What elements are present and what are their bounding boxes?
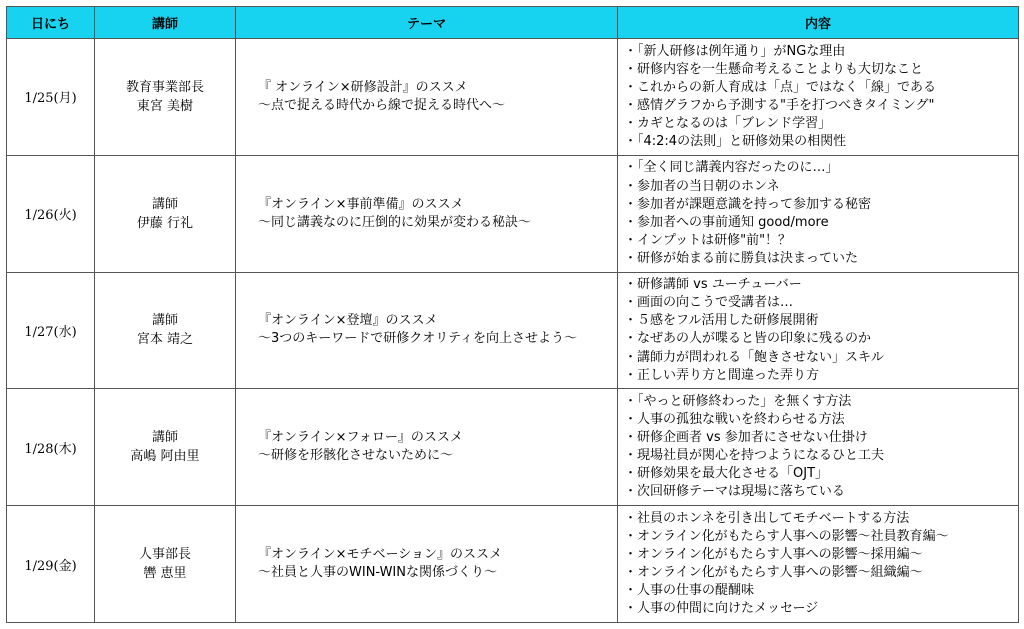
theme-title: 『オンライン×フォロー』のススメ — [258, 430, 463, 446]
list-item: ・感情グラフから予測する"手を打つべきタイミング" — [624, 97, 935, 113]
theme-subtitle: ～研修を形骸化させないために～ — [258, 448, 454, 464]
list-item: ・カギとなるのは「ブレンド学習」 — [624, 115, 832, 131]
theme-cell — [236, 155, 618, 272]
session-date: 1/26(火) — [7, 155, 95, 272]
list-item: ・研修効果を最大化させる「OJT」 — [624, 466, 829, 482]
instructor-title: 講師 — [151, 196, 178, 212]
instructor-cell — [95, 39, 236, 156]
header-instructor: 講師 — [95, 7, 236, 39]
instructor-title: 講師 — [151, 430, 178, 446]
instructor-cell — [95, 506, 236, 623]
list-item: ・５感をフル活用した研修展開術 — [624, 313, 819, 329]
theme-subtitle: ～3つのキーワードで研修クオリティを向上させよう～ — [258, 331, 577, 347]
instructor-name: 宮本 靖之 — [136, 332, 194, 348]
session-date: 1/28(木) — [7, 389, 95, 506]
instructor-title: 講師 — [151, 313, 178, 329]
content-list — [624, 43, 1018, 152]
content-cell — [618, 506, 1019, 623]
table-row — [7, 506, 1019, 623]
session-date: 1/29(金) — [7, 506, 95, 623]
theme-subtitle: ～同じ講義なのに圧倒的に効果が変わる秘訣～ — [258, 214, 532, 230]
table-row — [7, 39, 1019, 156]
content-list — [624, 510, 1018, 619]
table-row — [7, 389, 1019, 506]
list-item: ・「新人研修は例年通り」がNGな理由 — [624, 43, 846, 59]
list-item: ・人事の孤独な戦いを終わらせる方法 — [624, 412, 845, 428]
instructor-name: 高嶋 阿由里 — [130, 449, 200, 465]
theme-title: 『 オンライン×研修設計』のススメ — [258, 79, 468, 95]
list-item: ・正しい弄り方と間違った弄り方 — [624, 367, 820, 383]
theme-cell — [236, 389, 618, 506]
list-item: ・画面の向こうで受講者は… — [624, 295, 794, 311]
theme-title: 『オンライン×事前準備』のススメ — [258, 196, 464, 212]
content-cell — [618, 39, 1019, 156]
list-item: ・これからの新人育成は「点」ではなく「線」である — [624, 79, 937, 95]
list-item: ・研修講師 vs ユーチューバー — [624, 277, 802, 293]
content-cell — [618, 389, 1019, 506]
list-item: ・講師力が問われる「飽きさせない」スキル — [624, 349, 884, 365]
theme-title: 『オンライン×登壇』のススメ — [258, 313, 438, 329]
list-item: ・参加者が課題意識を持って参加する秘密 — [624, 196, 872, 212]
session-date: 1/27(水) — [7, 272, 95, 389]
content-cell — [618, 272, 1019, 389]
list-item: ・研修内容を一生懸命考えることよりも大切なこと — [624, 61, 924, 77]
list-item: ・オンライン化がもたらす人事への影響～組織編～ — [624, 565, 923, 581]
list-item: ・次回研修テーマは現場に落ちている — [624, 484, 845, 500]
theme-cell — [236, 506, 618, 623]
list-item: ・人事の仕事の醍醐味 — [624, 583, 755, 599]
theme-cell — [236, 272, 618, 389]
table-row — [7, 272, 1019, 389]
list-item: ・研修が始まる前に勝負は決まっていた — [624, 250, 859, 266]
list-item: ・なぜあの人が喋ると皆の印象に残るのか — [624, 331, 872, 347]
content-cell — [618, 155, 1019, 272]
list-item: ・「全く同じ講義内容だったのに…」 — [624, 160, 839, 176]
list-item: ・現場社員が関心を持つようになるひと工夫 — [624, 448, 885, 464]
list-item: ・研修企画者 vs 参加者にさせない仕掛け — [624, 430, 868, 446]
instructor-name: 伊藤 行礼 — [136, 215, 194, 231]
schedule-table — [6, 6, 1019, 623]
list-item: ・人事の仲間に向けたメッセージ — [624, 601, 819, 617]
content-list — [624, 159, 1018, 268]
instructor-name: 東宮 美樹 — [136, 98, 194, 114]
header-date: 日にち — [7, 7, 95, 39]
header-theme: テーマ — [236, 7, 618, 39]
list-item: ・参加者への事前通知 good/more — [624, 214, 829, 230]
theme-subtitle: ～点で捉える時代から線で捉える時代へ～ — [258, 97, 506, 113]
theme-title: 『オンライン×モチベーション』のススメ — [258, 547, 502, 563]
list-item: ・オンライン化がもたらす人事への影響～社員教育編～ — [624, 528, 949, 544]
list-item: ・インプットは研修"前"！？ — [624, 232, 792, 248]
header-content: 内容 — [618, 7, 1019, 39]
list-item: ・参加者の当日朝のホンネ — [624, 178, 780, 194]
list-item: ・「やっと研修終わった」を無くす方法 — [624, 394, 852, 409]
instructor-name: 轡 恵里 — [143, 566, 187, 582]
instructor-cell — [95, 272, 236, 389]
theme-subtitle: ～社員と人事のWIN-WINな関係づくり～ — [258, 565, 497, 581]
list-item: ・社員のホンネを引き出してモチベートする方法 — [624, 510, 910, 526]
instructor-cell — [95, 389, 236, 506]
instructor-title: 教育事業部長 — [125, 79, 204, 95]
table-row — [7, 155, 1019, 272]
list-item: ・オンライン化がもたらす人事への影響～採用編～ — [624, 547, 923, 562]
theme-cell — [236, 39, 618, 156]
session-date: 1/25(月) — [7, 39, 95, 156]
content-list — [624, 393, 1018, 502]
content-list — [624, 276, 1018, 385]
list-item: ・「4:2:4の法則」と研修効果の相関性 — [624, 134, 847, 150]
header-row — [7, 7, 1019, 39]
instructor-title: 人事部長 — [138, 547, 191, 563]
instructor-cell — [95, 155, 236, 272]
